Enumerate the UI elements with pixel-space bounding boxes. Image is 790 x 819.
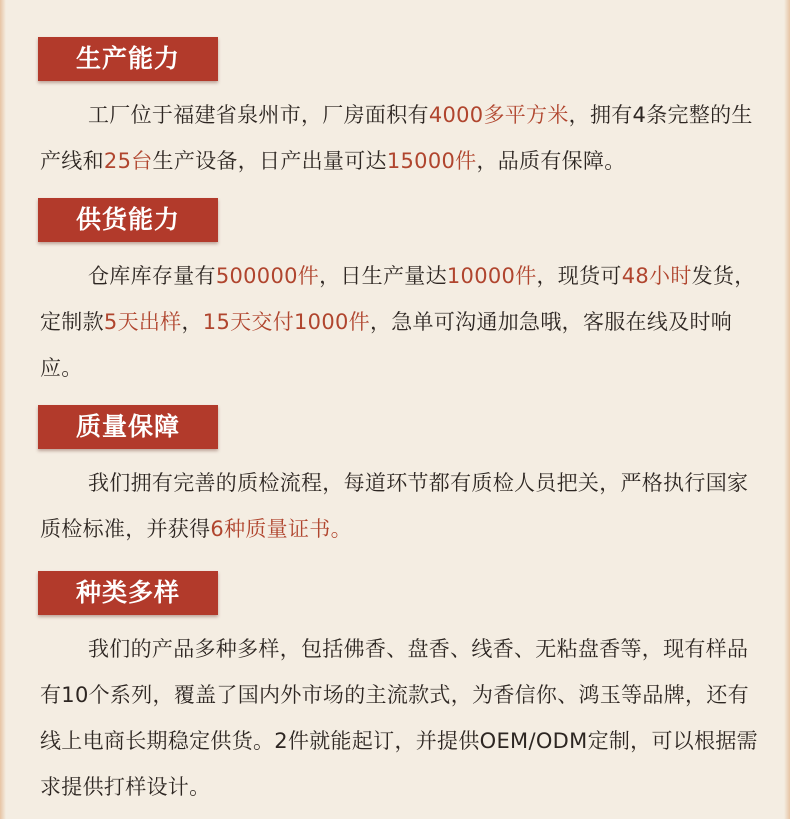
- section-title-tag: [38, 405, 218, 449]
- text-segment: ，品质有保障。: [476, 149, 626, 173]
- section-title-tag: [38, 37, 218, 81]
- right-edge-decoration: [784, 0, 790, 819]
- highlight-text: 10000件: [446, 264, 537, 288]
- text-segment: 发货，定制款: [40, 264, 756, 334]
- highlight-text: 15天交付1000件: [202, 310, 370, 334]
- section-title: 质量保障: [75, 412, 180, 441]
- highlight-text: 5天出样: [103, 310, 182, 334]
- section-title-tag: [38, 571, 218, 615]
- text-segment: ，现货可: [536, 264, 622, 288]
- highlight-text: 48小时: [621, 264, 692, 288]
- highlight-text: 6种质量证书。: [210, 517, 352, 541]
- text-segment: ，日生产量达: [319, 264, 447, 288]
- text-segment: 我们拥有完善的质检流程，每道环节都有质检人员把关，严格执行国家质检标准，并获得: [40, 471, 749, 541]
- section-body: [40, 92, 760, 184]
- highlight-text: 500000件: [215, 264, 320, 288]
- text-segment: 仓库库存量有: [88, 264, 216, 288]
- section-title: 供货能力: [75, 205, 180, 234]
- section-title: 生产能力: [75, 44, 180, 73]
- text-segment: 生产设备，日产出量可达: [152, 149, 387, 173]
- section-title: 种类多样: [75, 578, 180, 607]
- highlight-text: 15000件: [386, 149, 477, 173]
- text-segment: ，拥有4条完整的生产线和: [40, 103, 753, 173]
- text-segment: 工厂位于福建省泉州市，厂房面积有: [88, 103, 429, 127]
- section-body: [40, 626, 760, 810]
- highlight-text: 4000多平方米: [428, 103, 569, 127]
- highlight-text: 25台: [103, 149, 153, 173]
- section-body: [40, 460, 760, 552]
- section-title-tag: [38, 198, 218, 242]
- left-edge-decoration: [0, 0, 6, 819]
- section-body: [40, 253, 760, 391]
- text-segment: 我们的产品多种多样，包括佛香、盘香、线香、无粘盘香等，现有样品有10个系列，覆盖了国内外市场的主流款式，为香信你、鸿玉等品牌，还有线上电商长期稳定供货。2件就能起订，并提供OEM/ODM定制，可以根据需求提供打样设计。: [40, 637, 758, 799]
- text-segment: ，急单可沟通加急哦，客服在线及时响应。: [40, 310, 733, 380]
- text-segment: ，: [181, 310, 203, 334]
